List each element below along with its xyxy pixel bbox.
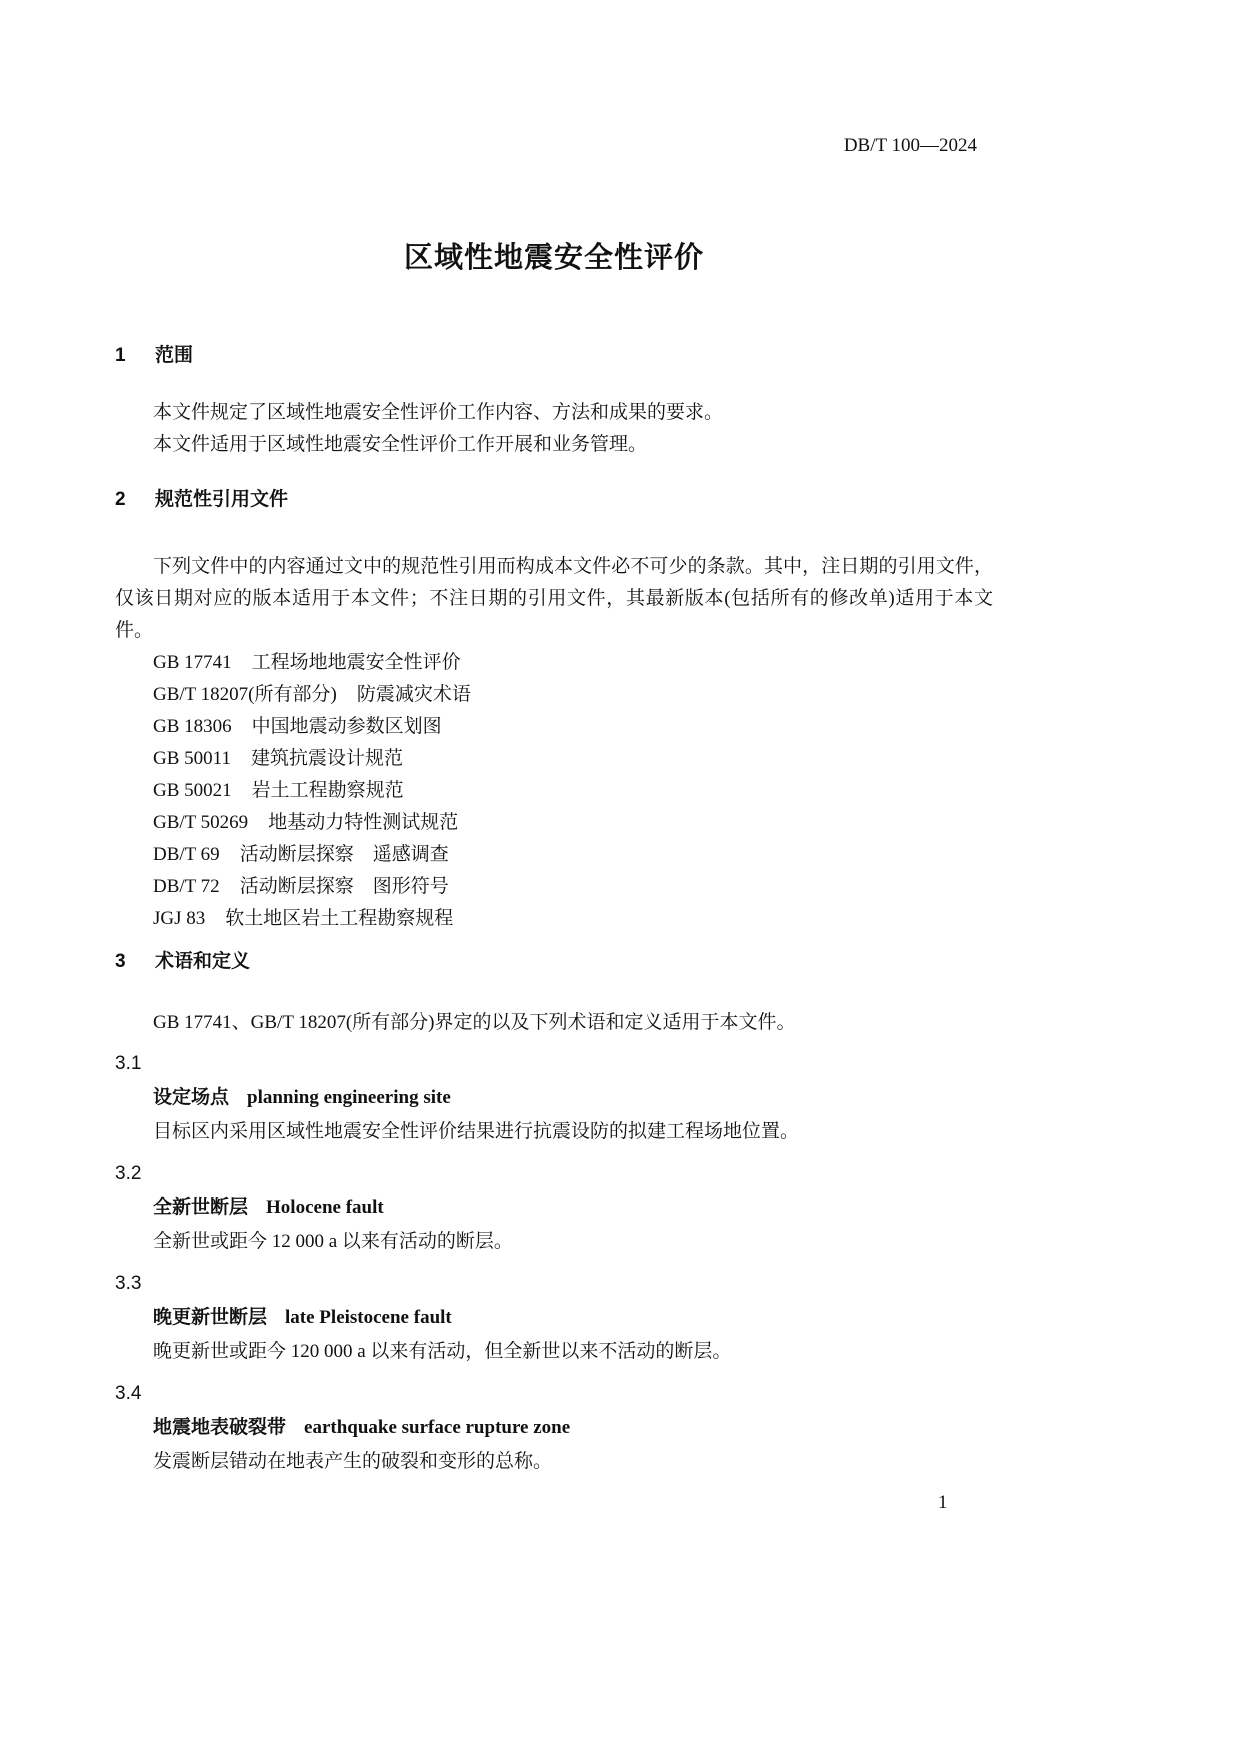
section-3-body xyxy=(115,1007,993,1479)
reference-item xyxy=(115,743,993,775)
section-1-body xyxy=(115,397,993,461)
reference-item xyxy=(115,903,993,935)
section-3-title: 术语和定义 xyxy=(155,951,251,972)
reference-title: 建筑抗震设计规范 xyxy=(250,748,403,769)
term-name-en: planning engineering site xyxy=(247,1087,451,1108)
section-3-heading xyxy=(115,951,993,973)
term-name-en: Holocene fault xyxy=(266,1197,384,1218)
term-definition: 发震断层错动在地表产生的破裂和变形的总称。 xyxy=(153,1451,553,1472)
document-title: 区域性地震安全性评价 xyxy=(403,242,704,274)
scope-paragraph: 本文件规定了区域性地震安全性评价工作内容、方法和成果的要求。 xyxy=(153,402,724,423)
term-name-zh: 晚更新世断层 xyxy=(153,1307,268,1328)
reference-title: 中国地震动参数区划图 xyxy=(251,716,442,737)
reference-item xyxy=(115,871,993,903)
reference-item xyxy=(115,807,993,839)
reference-code: GB/T 50269 xyxy=(153,812,249,833)
page-number: 1 xyxy=(938,1492,948,1513)
term-name-zh: 全新世断层 xyxy=(153,1197,249,1218)
term-entry xyxy=(115,1047,993,1149)
reference-code: GB 17741 xyxy=(153,652,232,673)
section-2-body xyxy=(115,551,993,935)
section-1-heading xyxy=(115,345,993,367)
term-number: 3.4 xyxy=(115,1383,142,1404)
reference-title: 防震减灾术语 xyxy=(356,684,471,705)
reference-code: GB 50011 xyxy=(153,748,231,769)
reference-item xyxy=(115,711,993,743)
term-entry xyxy=(115,1377,993,1479)
terms-intro-paragraph: GB 17741、GB/T 18207(所有部分)界定的以及下列术语和定义适用于本文件。 xyxy=(153,1012,796,1033)
scope-paragraph: 本文件适用于区域性地震安全性评价工作开展和业务管理。 xyxy=(153,434,648,455)
reference-title: 活动断层探察 遥感调查 xyxy=(239,844,449,865)
reference-title: 岩土工程勘察规范 xyxy=(251,780,404,801)
term-entry xyxy=(115,1267,993,1369)
term-number: 3.3 xyxy=(115,1273,142,1294)
term-definition: 晚更新世或距今 120 000 a 以来有活动，但全新世以来不活动的断层。 xyxy=(153,1341,732,1362)
section-3-number: 3 xyxy=(115,951,126,972)
document-content xyxy=(115,0,993,1479)
term-name-zh: 设定场点 xyxy=(153,1087,230,1108)
term-number: 3.1 xyxy=(115,1053,142,1074)
reference-code: DB/T 72 xyxy=(153,876,220,897)
term-name-line xyxy=(115,1081,993,1115)
term-name-line xyxy=(115,1411,993,1445)
reference-title: 软土地区岩土工程勘察规程 xyxy=(225,908,454,929)
reference-title: 工程场地地震安全性评价 xyxy=(251,652,461,673)
references-intro-paragraph: 下列文件中的内容通过文中的规范性引用而构成本文件必不可少的条款。其中，注日期的引用文件，仅该日期对应的版本适用于本文件；不注日期的引用文件，其最新版本(包括所有的修改单)适用于本文件。 xyxy=(115,556,993,641)
reference-item xyxy=(115,679,993,711)
section-2-title: 规范性引用文件 xyxy=(155,489,289,510)
term-definition: 全新世或距今 12 000 a 以来有活动的断层。 xyxy=(153,1231,513,1252)
reference-code: DB/T 69 xyxy=(153,844,220,865)
term-name-line xyxy=(115,1191,993,1225)
term-name-line xyxy=(115,1301,993,1335)
references-list xyxy=(115,647,993,935)
section-2-heading xyxy=(115,489,993,511)
reference-code: JGJ 83 xyxy=(153,908,206,929)
reference-title: 活动断层探察 图形符号 xyxy=(239,876,449,897)
section-1-title: 范围 xyxy=(155,345,194,366)
term-name-en: late Pleistocene fault xyxy=(285,1307,452,1328)
reference-code: GB 18306 xyxy=(153,716,232,737)
reference-code: GB 50021 xyxy=(153,780,232,801)
reference-item xyxy=(115,775,993,807)
term-definition: 目标区内采用区域性地震安全性评价结果进行抗震设防的拟建工程场地位置。 xyxy=(153,1121,800,1142)
document-header xyxy=(115,135,993,157)
reference-code: GB/T 18207(所有部分) xyxy=(153,684,337,705)
reference-title: 地基动力特性测试规范 xyxy=(268,812,459,833)
section-2-number: 2 xyxy=(115,489,126,510)
term-name-en: earthquake surface rupture zone xyxy=(304,1417,571,1438)
reference-item xyxy=(115,647,993,679)
term-name-zh: 地震地表破裂带 xyxy=(153,1417,287,1438)
term-number: 3.2 xyxy=(115,1163,142,1184)
term-entry xyxy=(115,1157,993,1259)
section-1-number: 1 xyxy=(115,345,126,366)
doc-number: DB/T 100—2024 xyxy=(843,135,977,156)
reference-item xyxy=(115,839,993,871)
